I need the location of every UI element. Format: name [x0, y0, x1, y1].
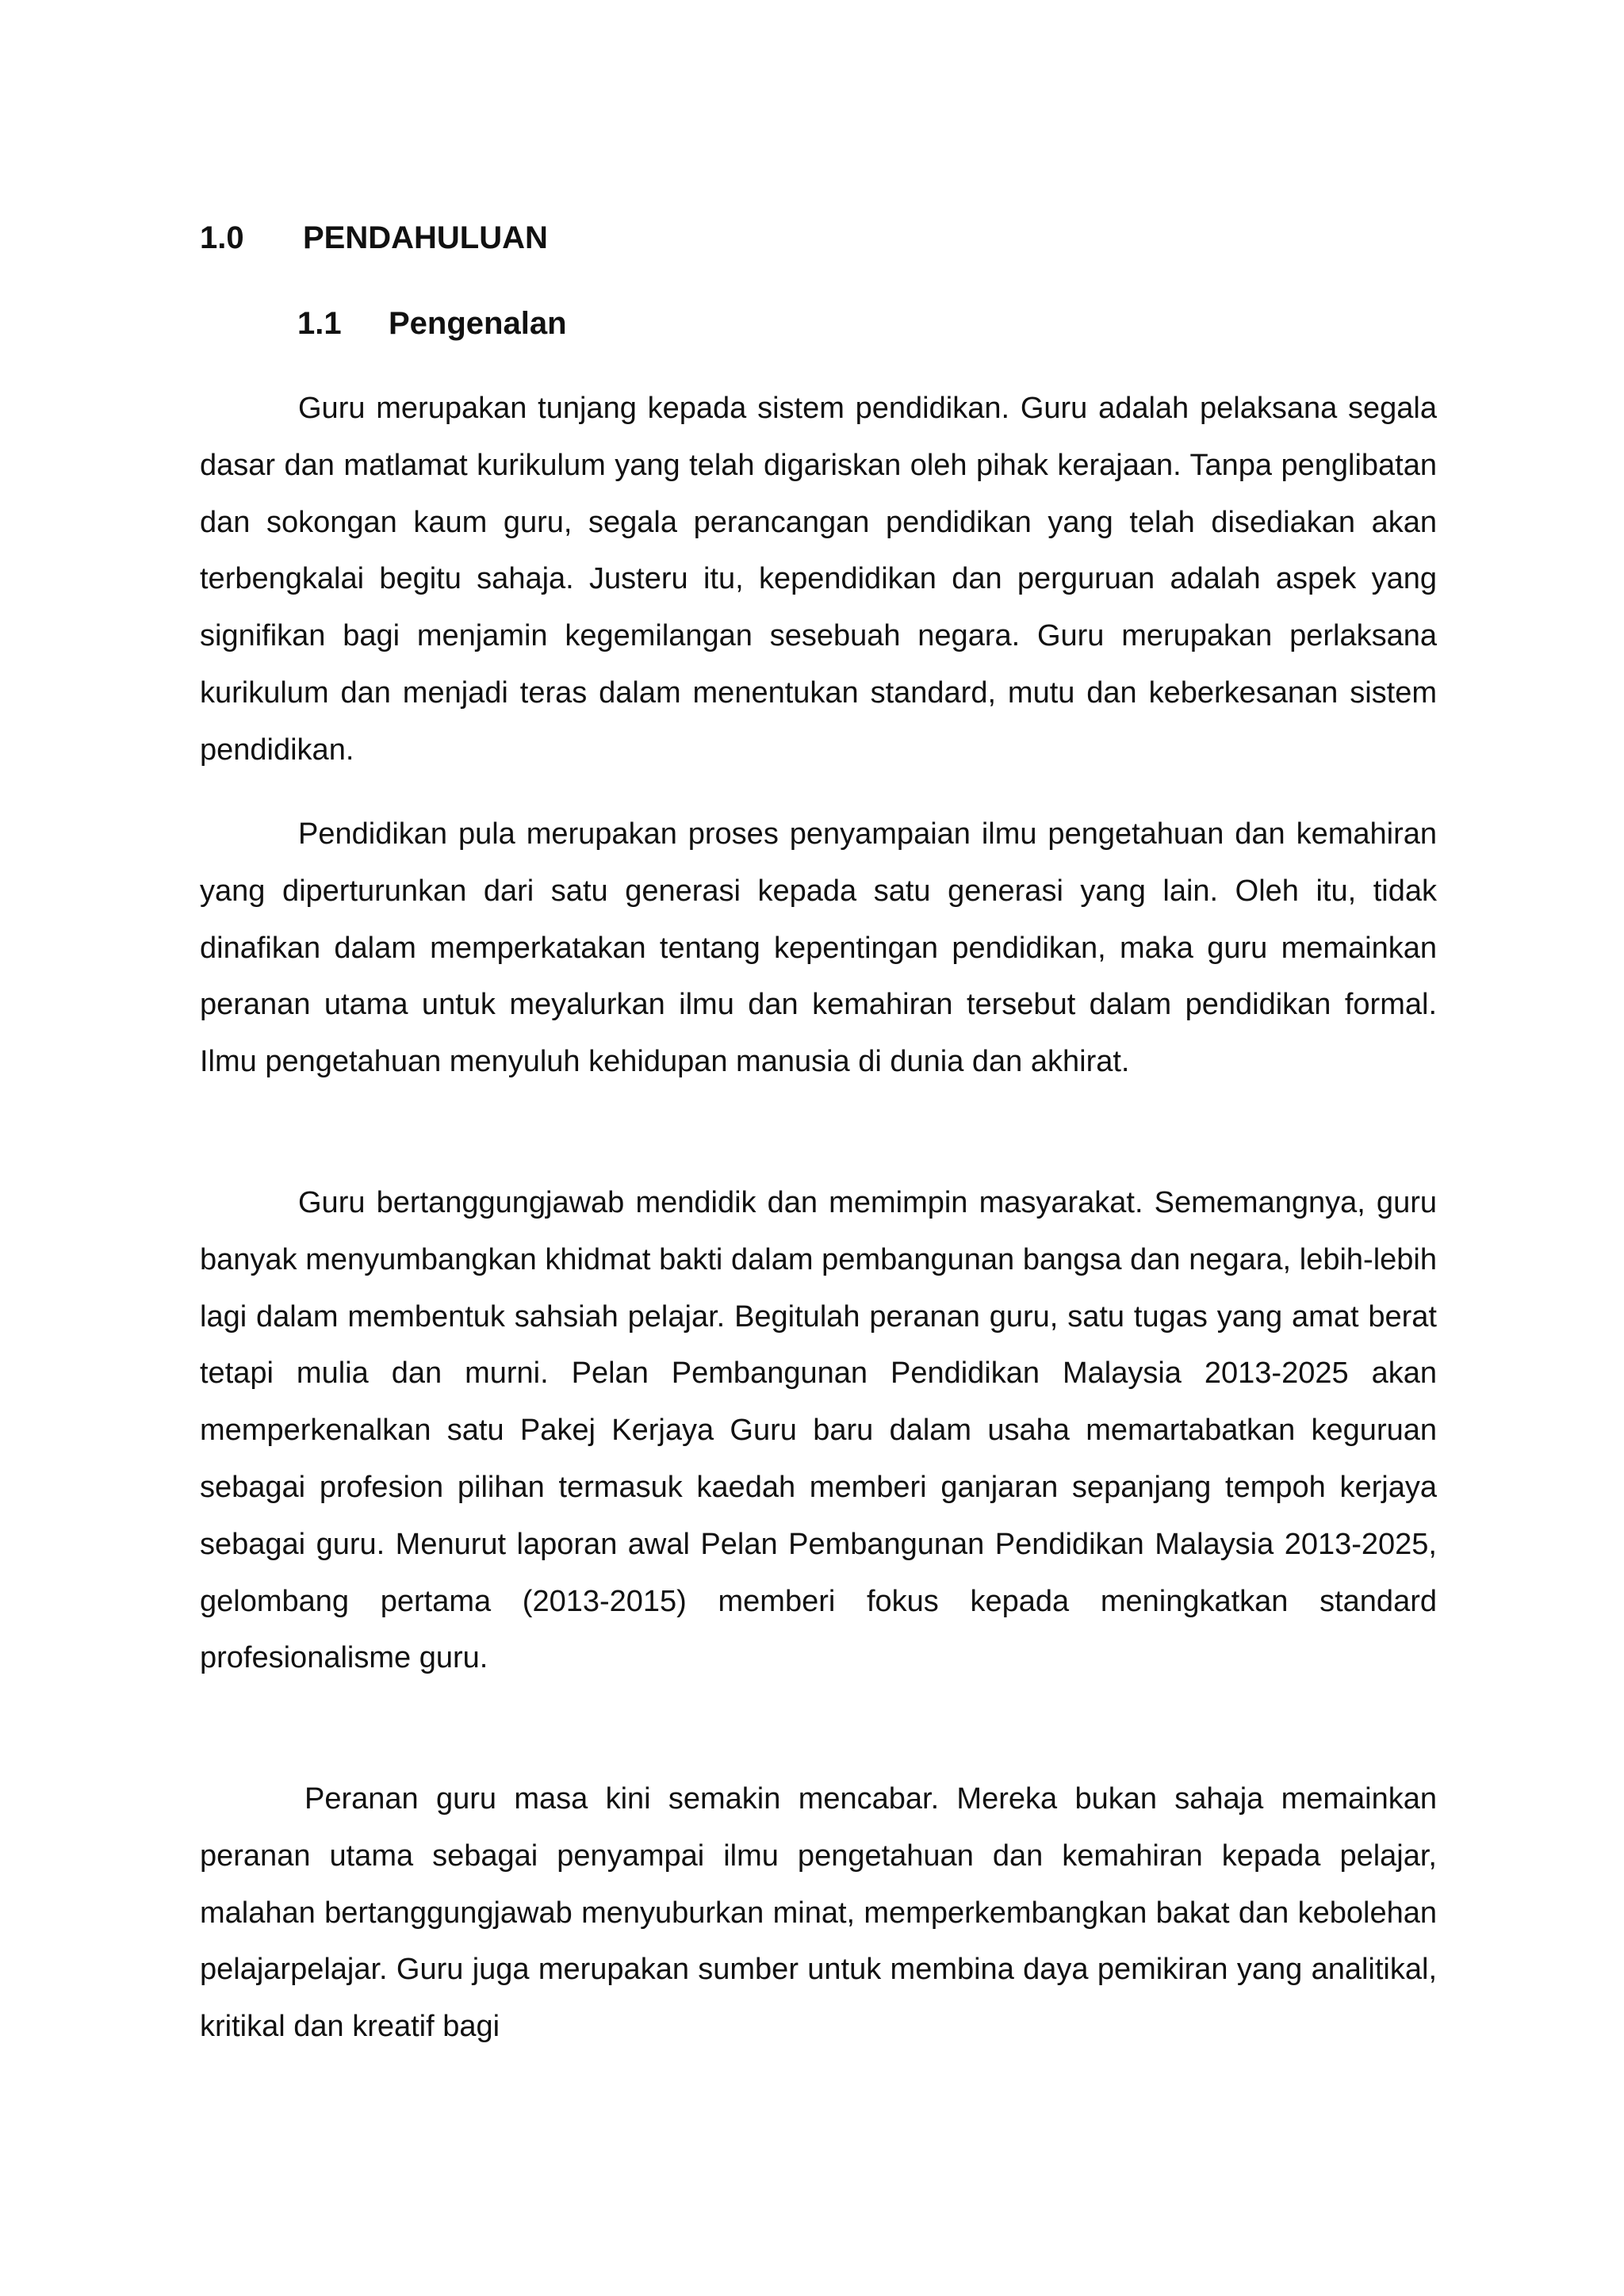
section-heading — [200, 214, 548, 262]
paragraph-3: Guru bertanggungjawab mendidik dan memimpin masyarakat. Sememangnya, guru banyak menyumbangkan khidmat bakti dalam pembangunan bangsa dan negara, lebih-lebih lagi dalam membentuk sahsiah pelajar. Begitulah peranan guru, satu tugas yang amat berat tetapi mulia dan murni. Pelan Pembangunan Pendidikan Malaysia 2013-2025 akan memperkenalkan satu Pakej Kerjaya Guru baru dalam usaha memartabatkan keguruan sebagai profesion pilihan termasuk kaedah memberi ganjaran sepanjang tempoh kerjaya sebagai guru. Menurut laporan awal Pelan Pembangunan Pendidikan Malaysia 2013-2025, gelombang pertama (2013-2015) memberi fokus kepada meningkatkan standard profesionalisme guru. — [200, 1186, 1437, 1675]
paragraph-2: Pendidikan pula merupakan proses penyampaian ilmu pengetahuan dan kemahiran yang diperturunkan dari satu generasi kepada satu generasi yang lain. Oleh itu, tidak dinafikan dalam memperkatakan tentang kepentingan pendidikan, maka guru memainkan peranan utama untuk meyalurkan ilmu dan kemahiran tersebut dalam pendidikan formal. Ilmu pengetahuan menyuluh kehidupan manusia di dunia dan akhirat. — [200, 817, 1437, 1079]
subsection-heading — [297, 300, 567, 347]
section-title: PENDAHULUAN — [303, 220, 548, 255]
paragraph-4: Peranan guru masa kini semakin mencabar. Mereka bukan sahaja memainkan peranan utama sebagai penyampai ilmu pengetahuan dan kemahiran kepada pelajar, malahan bertanggungjawab menyuburkan minat, memperkembangkan bakat dan kebolehan pelajarpelajar. Guru juga merupakan sumber untuk membina daya pemikiran yang analitikal, kritikal dan kreatif bagi — [200, 1782, 1437, 2044]
paragraph-1: Guru merupakan tunjang kepada sistem pendidikan. Guru adalah pelaksana segala dasar dan matlamat kurikulum yang telah digariskan oleh pihak kerajaan. Tanpa penglibatan dan sokongan kaum guru, segala perancangan pendidikan yang telah disediakan akan terbengkalai begitu sahaja. Justeru itu, kependidikan dan perguruan adalah aspek yang signifikan bagi menjamin kegemilangan sesebuah negara. Guru merupakan perlaksana kurikulum dan menjadi teras dalam menentukan standard, mutu dan keberkesanan sistem pendidikan. — [200, 392, 1437, 767]
section-number: 1.0 — [200, 220, 244, 255]
subsection-title: Pengenalan — [389, 306, 567, 341]
subsection-number: 1.1 — [297, 306, 342, 341]
